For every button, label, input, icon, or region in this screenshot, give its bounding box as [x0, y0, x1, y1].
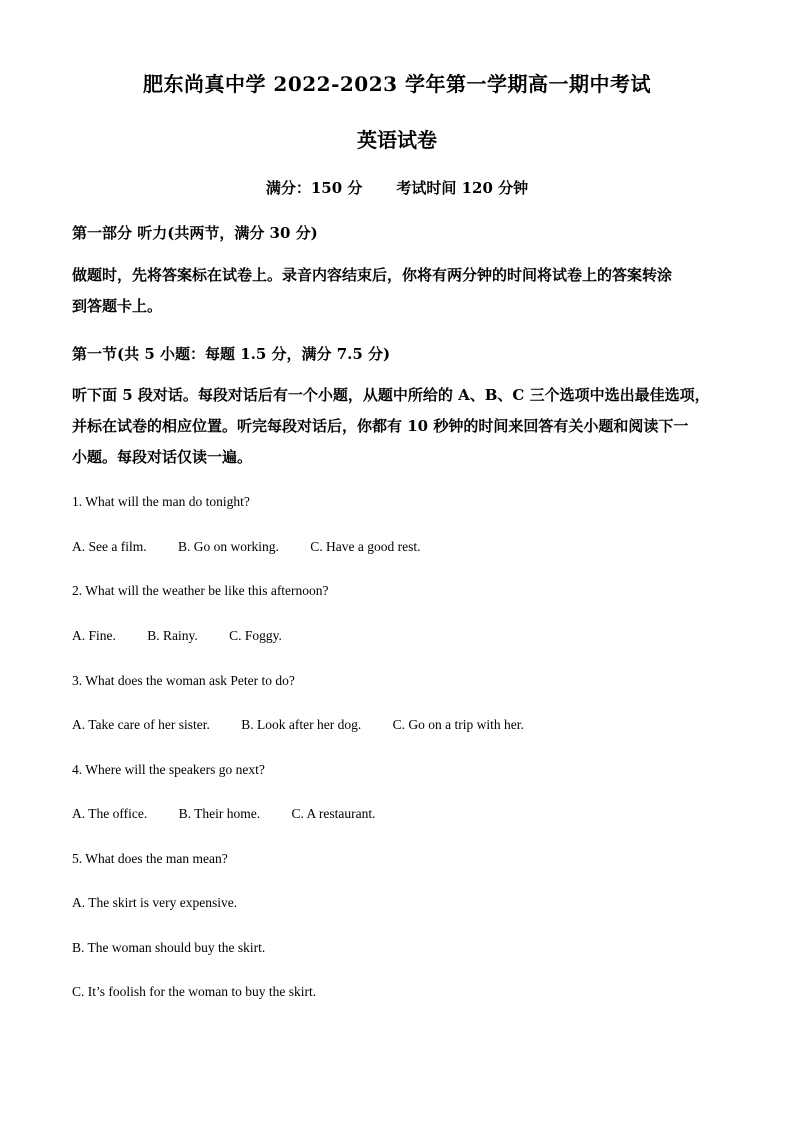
option-a: A. The office. [72, 806, 148, 821]
question-2-options [72, 628, 282, 644]
score-info [0, 177, 794, 198]
question-1-stem: 1. What will the man do tonight? [72, 494, 250, 509]
option-b: B. Look after her dog. [241, 717, 362, 732]
question-3-stem: 3. What does the woman ask Peter to do? [72, 673, 295, 688]
option-c: C. Foggy. [229, 628, 282, 643]
question-5-option-c: C. It’s foolish for the woman to buy the skirt. [72, 984, 317, 999]
option-c: C. Go on a trip with her. [392, 717, 524, 732]
part1-heading: 第一部分 听力(共两节，满分 30 分) [72, 224, 318, 242]
section1-instruction [72, 380, 727, 473]
question-3-options [72, 717, 524, 733]
option-c: C. A restaurant. [291, 806, 376, 821]
question-2-stem: 2. What will the weather be like this afternoon? [72, 583, 329, 598]
exam-title: 肥东尚真中学 2022-2023 学年第一学期高一期中考试 [142, 72, 652, 96]
option-a: A. Fine. [72, 628, 116, 643]
section1-heading: 第一节(共 5 小题：每题 1.5 分，满分 7.5 分) [72, 345, 391, 363]
option-c: C. Have a good rest. [310, 539, 421, 554]
part1-instruction-line1: 做题时，先将答案标在试卷上。录音内容结束后，你将有两分钟的时间将试卷上的答案转涂 [72, 266, 673, 284]
question-4-options [72, 806, 375, 822]
question-5-option-b: B. The woman should buy the skirt. [72, 940, 266, 955]
question-5-stem: 5. What does the man mean? [72, 851, 228, 866]
section1-instruction-line2: 并标在试卷的相应位置。听完每段对话后，你都有 10 秒钟的时间来回答有关小题和阅读下一 [72, 417, 689, 435]
option-b: B. Go on working. [177, 539, 279, 554]
section1-instruction-line1: 听下面 5 段对话。每段对话后有一个小题，从题中所给的 A、B、C 三个选项中选出最佳选项， [72, 386, 710, 404]
part1-instruction-line2: 到答题卡上。 [72, 297, 163, 315]
question-1-options [72, 539, 420, 555]
section1-instruction-line3: 小题。每段对话仅读一遍。 [72, 448, 253, 466]
option-b: B. Rainy. [147, 628, 198, 643]
option-a: A. Take care of her sister. [72, 717, 210, 732]
exam-subtitle: 英语试卷 [357, 128, 437, 152]
exam-time: 考试时间 120 分钟 [396, 179, 529, 197]
full-marks: 满分：150 分 [265, 179, 363, 197]
question-5-option-a: A. The skirt is very expensive. [72, 895, 238, 910]
option-a: A. See a film. [72, 539, 147, 554]
part1-instruction [72, 260, 727, 322]
question-4-stem: 4. Where will the speakers go next? [72, 762, 265, 777]
option-b: B. Their home. [178, 806, 261, 821]
